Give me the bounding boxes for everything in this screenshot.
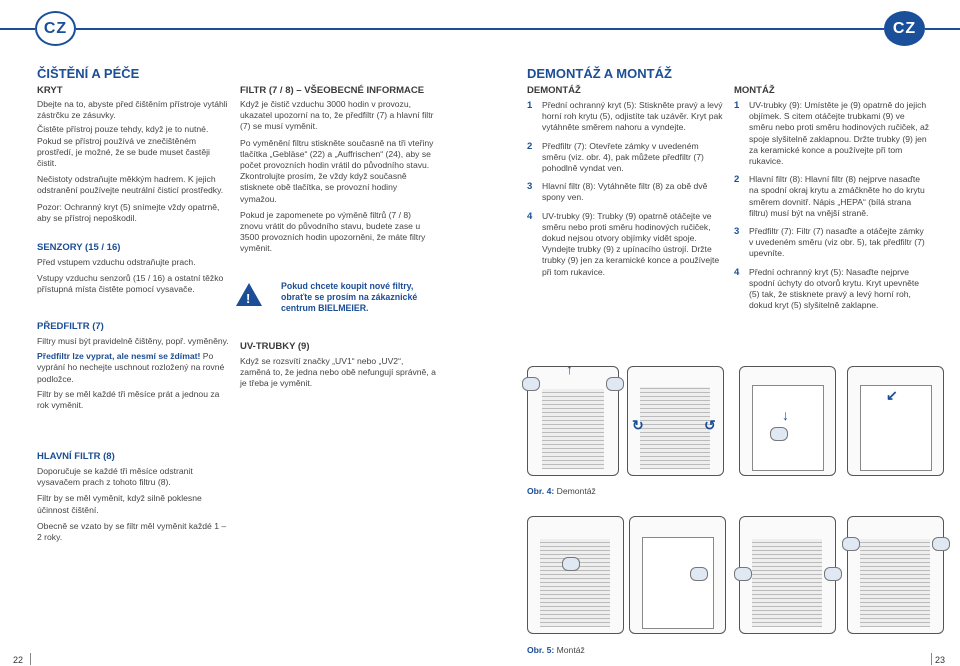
header-stripe-left — [0, 28, 35, 30]
hlavni-paragraph-1: Doporučuje se každé tři měsíce odstranit vysavačem prach z tohoto filtru (8). — [37, 466, 193, 488]
figure-4-caption-text: Demontáž — [554, 486, 596, 496]
figure-5-label: Obr. 5: — [527, 645, 555, 655]
language-badge-right: CZ — [884, 11, 925, 46]
device-illustration-1 — [527, 361, 619, 476]
kryt-paragraph-3: Nečistoty odstraňujte měkkým hadrem. K jejich odstranění používejte neutrální čisticí prostředky. — [37, 174, 224, 196]
demontaz-list — [527, 100, 723, 285]
hand-icon — [734, 567, 752, 581]
demontaz-item — [527, 141, 723, 175]
montaz-item-number: 4 — [734, 266, 740, 278]
device-illustration-4 — [847, 366, 944, 476]
montaz-item-text: Předfiltr (7): Filtr (7) nasaďte a otáčejte zámky v uvedeném směru (viz obr. 5), tak předfiltr (7) upevníte. — [749, 226, 925, 259]
device-illustration-2 — [627, 366, 724, 476]
predfiltr-paragraph-2 — [37, 351, 229, 385]
hand-icon — [606, 377, 624, 391]
footer-divider-right — [931, 653, 932, 665]
predfiltr-paragraph-1: Filtry musí být pravidelně čištěny, popř. vyměněny. — [37, 336, 229, 346]
arrow-up-icon: ↑ — [566, 361, 573, 377]
demontaz-item-number: 3 — [527, 181, 533, 193]
hand-icon — [562, 557, 580, 571]
hand-icon — [932, 537, 950, 551]
demontaz-item-text: UV-trubky (9): Trubky (9) opatrně otáčejte ve směru nebo proti směru hodinových ručiček, dokud nejsou otvory objímky vidět spoje. Vyndejte trubky (9) z upínacího ústrojí. Držte trubky (9) jen za keramické konce a používejte při tom rukavice. — [542, 210, 720, 277]
header-stripe-right — [925, 28, 960, 30]
kryt-paragraph-4: Pozor: Ochranný kryt (5) snímejte vždy opatrně, aby se přístroj nepoškodil. — [37, 201, 220, 223]
arrow-down-icon: ↙ — [886, 387, 898, 403]
footer-divider-left — [30, 653, 31, 665]
montaz-item — [734, 174, 930, 219]
hand-icon — [522, 377, 540, 391]
hand-icon — [690, 567, 708, 581]
heading-demontaz: DEMONTÁŽ — [527, 85, 581, 96]
filtr-paragraph-2: Po vyměnění filtru stiskněte současně na tři vteřiny tlačítka „Gebläse“ (22) a „Auffrischen“ (24), aby se počet provozních hodin vrátil do původního stavu. Zkontrolujte prosím, že vždy když současně stisknete obě tlačítka, se provozní hodiny vymažou. — [240, 137, 434, 204]
demontaz-item-number: 1 — [527, 100, 533, 111]
montaz-item-number: 2 — [734, 174, 740, 186]
demontaz-item-text: Hlavní filtr (8): Vytáhněte filtr (8) za obě dvě spony ven. — [542, 181, 708, 203]
hand-icon — [824, 567, 842, 581]
device-illustration-8 — [847, 516, 944, 634]
montaz-list — [734, 100, 930, 318]
section-title-cleaning: ČIŠTĚNÍ A PÉČE — [37, 66, 140, 81]
heading-kryt: KRYT — [37, 85, 63, 96]
demontaz-item-text: Přední ochranný kryt (5): Stiskněte pravý a levý horní roh krytu (5), odjistíte tak uzávěr. Kryt pak vytáhněte směrem nahoru a vyndejte. — [542, 100, 723, 133]
uv-paragraph-1: Když se rozsvítí značky „UV1“ nebo „UV2“, zaměná to, že jedna nebo obě nefungují správně, a je třeba je vyměnit. — [240, 356, 436, 389]
heading-predfiltr: PŘEDFILTR (7) — [37, 321, 104, 332]
predfiltr-warning-bold: Předfiltr lze vyprat, ale nesmí se ždímat! — [37, 351, 201, 362]
language-badge-left: CZ — [35, 11, 76, 46]
hand-icon — [770, 427, 788, 441]
arrow-down-icon: ↓ — [782, 407, 789, 423]
device-illustration-7 — [739, 516, 836, 634]
filtr-paragraph-3: Pokud je zapomenete po výměně filtrů (7 / 8) znovu vrátit do původního stavu, budete zase u 3500 provozních hodin upozorněni, že máte filtry vyměnit. — [240, 209, 426, 254]
figure-5-caption — [527, 645, 585, 655]
section-title-assembly: DEMONTÁŽ A MONTÁŽ — [527, 66, 672, 81]
demontaz-item — [527, 211, 723, 278]
hlavni-paragraph-3: Obecně se vzato by se filtr měl vyměnit každé 1 – 2 roky. — [37, 520, 227, 543]
device-illustration-5 — [527, 516, 624, 634]
montaz-item-text: UV-trubky (9): Umístěte je (9) opatrně do jejich objímek. S citem otáčejte trubkami (9) ve směru nebo proti směru hodinových ručiček, až spoje slyšitelně zaklapnou. Držte trubky (9) jen za keramické konce a používejte při tom rukavice. — [749, 100, 930, 167]
header-stripe-left-long — [76, 28, 506, 30]
hand-icon — [842, 537, 860, 551]
arrow-rotate-icon: ↻ — [632, 417, 644, 433]
figure-4-caption — [527, 486, 596, 496]
device-illustration-6 — [629, 516, 726, 634]
device-illustration-3 — [739, 366, 836, 476]
figure-4-label: Obr. 4: — [527, 486, 555, 496]
heading-uv-trubky: UV-TRUBKY (9) — [240, 341, 310, 352]
predfiltr-paragraph-3: Filtr by se měl každé tři měsíce prát a jednou za rok vyměnit. — [37, 388, 220, 411]
montaz-item-number: 3 — [734, 226, 740, 238]
demontaz-item — [527, 181, 723, 203]
senzory-paragraph-2: Vstupy vzduchu senzorů (15 / 16) a ostatní těžko přístupná místa čistěte pomocí vysavače. — [37, 273, 224, 295]
hlavni-filtr-block — [37, 466, 229, 543]
filtr-general-block — [240, 99, 436, 255]
hlavni-paragraph-2: Filtr by se měl vyměnit, když silně poklesne účinnost čištění. — [37, 493, 202, 515]
heading-hlavni-filtr: HLAVNÍ FILTR (8) — [37, 451, 115, 462]
arrow-rotate-icon: ↺ — [704, 417, 716, 433]
demontaz-item-text: Předfiltr (7): Otevřete zámky v uvedeném směru (viz. obr. 4), pak můžete předfiltr (7) pohodlně vyndat ven. — [542, 140, 704, 174]
header-stripe-right-long — [506, 28, 884, 30]
predfiltr-paragraph-2-rest: Po vyprání ho nechejte uschnout rozložený na rovné podložce. — [37, 351, 225, 384]
montaz-item-text: Přední ochranný kryt (5): Nasaďte nejprve spodní úchyty do otvorů krytu. Kryt upevněte (5) tak, že stisknete pravý a levý horní roh, dokud kryt (5) slyšitelně zaklapne. — [749, 266, 920, 311]
page-header — [0, 0, 960, 50]
kryt-block — [37, 99, 229, 224]
montaz-item — [734, 100, 930, 167]
page-number-left: 22 — [13, 655, 24, 665]
montaz-item-text: Hlavní filtr (8): Hlavní filtr (8) nejprve nasaďte na spodní okraj krytu a zmáčkněte ho do krytu směrem dovnitř. Nápis „HEPA“ (bílá strana filtru) musí být na vnější straně. — [749, 174, 925, 218]
figure-5-caption-text: Montáž — [554, 645, 585, 655]
figure-5-illustrations — [525, 508, 945, 638]
figure-4-illustrations — [525, 360, 945, 480]
senzory-block — [37, 257, 229, 296]
montaz-item — [734, 226, 930, 260]
demontaz-item-number: 2 — [527, 140, 533, 152]
warning-text: Pokud chcete koupit nové filtry, obraťte se prosím na zákaznické centrum BIELMEIER. — [281, 281, 418, 313]
kryt-paragraph-1: Dbejte na to, abyste před čištěním přístroje vytáhli zástrčku ze zásuvky. — [37, 99, 228, 121]
page-number-right: 23 — [935, 655, 946, 665]
filtr-paragraph-1: Když je čistič vzduchu 3000 hodin v provozu, ukazatel upozorní na to, že předfiltr (7) a hlavní filtr (7) se musí vyměnit. — [240, 99, 434, 132]
warning-exclamation-icon: ! — [246, 291, 251, 306]
kryt-paragraph-2: Čistěte přístroj pouze tehdy, když je to nutné. Pokud se přístroj používá ve znečištěném prostředí, je možné, že se bude muset častěji čistit. — [37, 124, 210, 169]
heading-filtr-general: FILTR (7 / 8) – VŠEOBECNÉ INFORMACE — [240, 85, 425, 96]
montaz-item — [734, 267, 930, 312]
predfiltr-block — [37, 336, 229, 411]
heading-senzory: SENZORY (15 / 16) — [37, 242, 121, 253]
demontaz-item-number: 4 — [527, 210, 533, 222]
heading-montaz: MONTÁŽ — [734, 85, 775, 96]
demontaz-item — [527, 100, 723, 134]
senzory-paragraph-1: Před vstupem vzduchu odstraňujte prach. — [37, 257, 196, 267]
montaz-item-number: 1 — [734, 100, 740, 111]
